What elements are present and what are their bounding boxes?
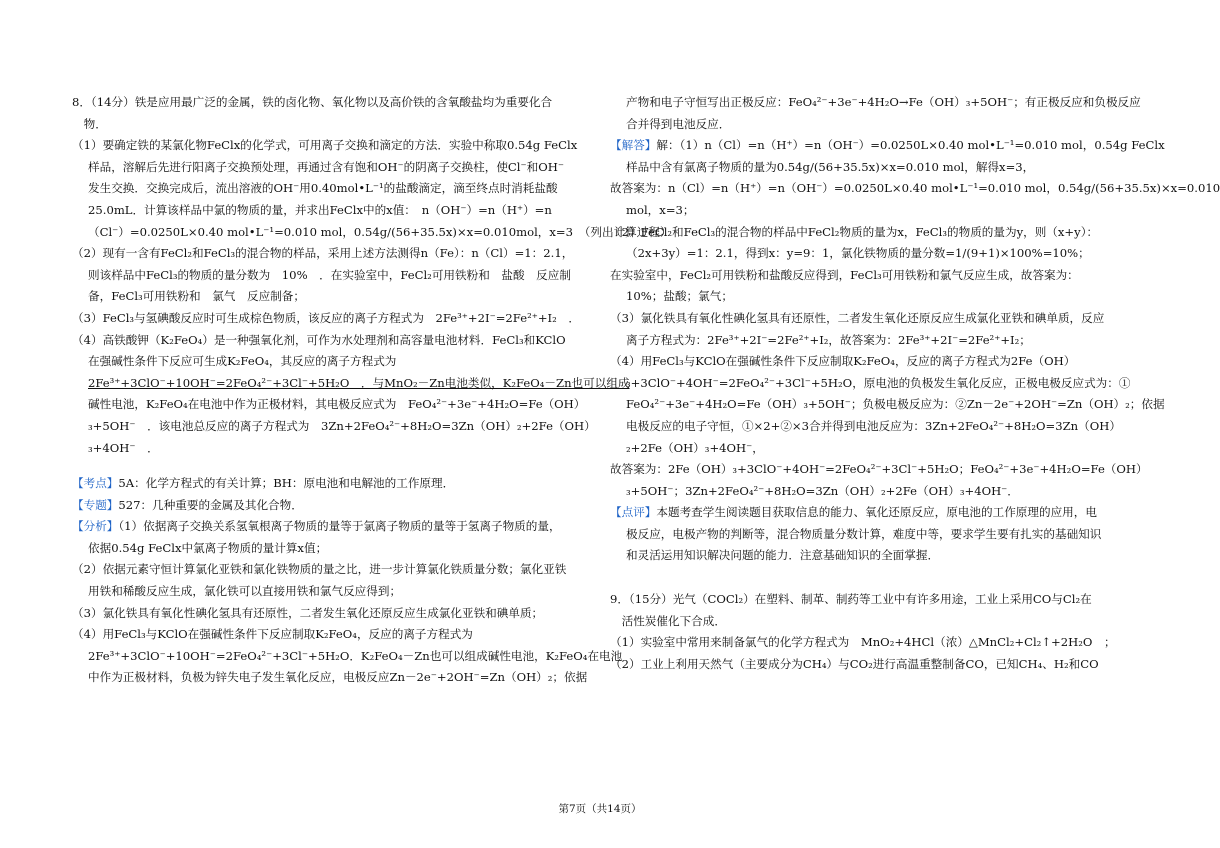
solution-line: FeO₄²⁻+3e⁻+4H₂O=Fe（OH）₃+5OH⁻；负极电极反应为：②Zn－2e⁻+2OH⁻=Zn（OH）₂；依据 (626, 397, 1165, 412)
q8-part4-answer: 2Fe³⁺+3ClO⁻+10OH⁻=2FeO₄²⁻+3Cl⁻+5H₂O ．与MnO₂－Zn电池类似，K₂FeO₄－Zn也可以组成 (88, 375, 630, 390)
solution-line: 故答案为：n（Cl）=n（H⁺）=n（OH⁻）=0.0250L×0.40 mol•L⁻¹=0.010 mol，0.54g/(56+35.5x)×x=0.010 (610, 181, 1220, 196)
analysis-line: （3）氯化铁具有氧化性碘化氢具有还原性，二者发生氧化还原反应生成氯化亚铁和碘单质； (72, 605, 544, 620)
fenxi-line (72, 516, 590, 538)
analysis-line: 2Fe³⁺+3ClO⁻+10OH⁻=2FeO₄²⁻+3Cl⁻+5H₂O．K₂FeO₄－Zn也可以组成碱性电池，K₂FeO₄在电池 (88, 648, 623, 663)
solution-line: ₃+3ClO⁻+4OH⁻=2FeO₄²⁻+3Cl⁻+5H₂O，原电池的负极发生氧化反应，正极电极反应式为：① (626, 375, 1131, 390)
question-8-stem: 8．（14分）铁是应用最广泛的金属，铁的卤化物、氧化物以及高价铁的含氧酸盐均为重要化合 (72, 95, 553, 109)
page-footer: 第7页（共14页） (558, 803, 642, 815)
kaodian-tag: 【考点】 (72, 476, 119, 491)
solution-line: 10%；盐酸；氯气； (626, 289, 733, 304)
q8-part2-line: （2）现有一含有FeCl₂和FeCl₃的混合物的样品，采用上述方法测得n（Fe）：n（Cl）=1：2.1， (72, 246, 574, 261)
jieda-tag: 【解答】 (610, 138, 657, 153)
zhuanti-line (72, 495, 590, 517)
q8-part4-line: 在强碱性条件下反应可生成K₂FeO₄，其反应的离子方程式为 (88, 354, 397, 369)
dianping-line (610, 502, 1128, 524)
question-9-stem-cont: 活性炭催化下合成． (610, 613, 726, 628)
question-9-stem: 9．（15分）光气（COCl₂）在塑料、制革、制药等工业中有许多用途，工业上采用CO与Cl₂在 (610, 592, 1092, 607)
fenxi-tag: 【分析】 (72, 519, 119, 534)
solution-line: （3）氯化铁具有氧化性碘化氢具有还原性，二者发生氧化还原反应生成氯化亚铁和碘单质，反应 (610, 310, 1105, 325)
comment-line: 极反应，电极产物的判断等，混合物质量分数计算，难度中等，要求学生要有扎实的基础知识 (626, 526, 1102, 541)
analysis-line: 合并得到电池反应． (626, 116, 731, 131)
solution-line: mol，x=3； (626, 202, 695, 217)
dianping-tag: 【点评】 (610, 505, 657, 520)
q8-part1-line: 25.0mL．计算该样品中氯的物质的量，并求出FeClx中的x值： n（OH⁻）=n（H⁺）=n (88, 202, 552, 217)
kaodian-line (72, 473, 590, 495)
q8-part1-answer: （Cl⁻）=0.0250L×0.40 mol•L⁻¹=0.010 mol，0.54g/(56+35.5x)×x=0.010mol，x=3 （列出计算过程） (88, 224, 672, 239)
q9-part2-line: （2）工业上利用天然气（主要成分为CH₄）与CO₂进行高温重整制备CO，已知CH₄、H₂和CO (610, 656, 1099, 671)
solution-line: （2x+3y）=1：2.1，得到x：y=9：1，氯化铁物质的量分数=1/(9+1)×100%=10%； (626, 246, 1090, 261)
analysis-line: 依据0.54g FeClx中氯离子物质的量计算x值； (88, 540, 328, 555)
solution-line: 样品中含有氯离子物质的量为0.54g/(56+35.5x)×x=0.010 mol，解得x=3， (626, 159, 1035, 174)
solution-line: 离子方程式为：2Fe³⁺+2I⁻=2Fe²⁺+I₂，故答案为：2Fe³⁺+2I⁻=2Fe²⁺+I₂； (626, 332, 1031, 347)
q8-part3-line: （3）FeCl₃与氢碘酸反应时可生成棕色物质，该反应的离子方程式为 2Fe³⁺+2I⁻=2Fe²⁺+I₂ ． (72, 310, 580, 325)
analysis-line: 用铁和稀酸反应生成，氯化铁可以直接用铁和氯气反应得到； (88, 584, 402, 599)
solution-line: （2）FeCl₂和FeCl₃的混合物的样品中FeCl₂物质的量为x，FeCl₃的物质的量为y，则（x+y）： (610, 224, 1099, 239)
q8-part1-line: 发生交换．交换完成后，流出溶液的OH⁻用0.40mol•L⁻¹的盐酸滴定，滴至终点时消耗盐酸 (88, 181, 558, 196)
jieda-line (610, 135, 1165, 157)
right-column (610, 92, 1220, 675)
analysis-line: （4）用FeCl₃与KClO在强碱性条件下反应制取K₂FeO₄，反应的离子方程式为 (72, 627, 473, 642)
q8-part4-line: （4）高铁酸钾（K₂FeO₄）是一种强氧化剂，可作为水处理剂和高容量电池材料．FeCl₃和KClO (72, 332, 566, 347)
q8-part4-line: 碱性电池，K₂FeO₄在电池中作为正极材料，其电极反应式为 FeO₄²⁻+3e⁻+4H₂O=Fe（OH） (88, 397, 586, 412)
zhuanti-text: 527：几种重要的金属及其化合物． (118, 497, 303, 512)
analysis-line: （2）依据元素守恒计算氯化亚铁和氯化铁物质的量之比，进一步计算氯化铁质量分数；氯化亚铁 (72, 562, 567, 577)
solution-line: ₂+2Fe（OH）₃+4OH⁻， (626, 440, 764, 455)
q8-part4-line: ₃+5OH⁻ ．该电池总反应的离子方程式为 3Zn+2FeO₄²⁻+8H₂O=3Zn（OH）₂+2Fe（OH） (88, 418, 596, 433)
solution-line: 在实验室中，FeCl₂可用铁粉和盐酸反应得到，FeCl₃可用铁粉和氯气反应生成，故答案为： (610, 267, 1079, 282)
solution-line: ₃+5OH⁻；3Zn+2FeO₄²⁻+8H₂O=3Zn（OH）₂+2Fe（OH）₃+4OH⁻． (626, 483, 1019, 498)
question-8-stem-cont: 物． (72, 116, 107, 131)
q8-part2-line: 备，FeCl₃可用铁粉和 氯气 反应制备； (88, 289, 305, 304)
dianping-text: 本题考查学生阅读题目获取信息的能力、氧化还原反应，原电池的工作原理的应用，电 (656, 505, 1097, 520)
analysis-line: 中作为正极材料，负极为锌失电子发生氧化反应，电极反应Zn－2e⁻+2OH⁻=Zn（OH）₂；依据 (88, 670, 588, 685)
q8-part1-line: 样品，溶解后先进行阳离子交换预处理，再通过含有饱和OH⁻的阴离子交换柱，使Cl⁻和OH⁻ (88, 159, 564, 174)
solution-line: 电极反应的电子守恒，①×2+②×3合并得到电池反应为：3Zn+2FeO₄²⁻+8H₂O=3Zn（OH） (626, 418, 1121, 433)
analysis-line: 产物和电子守恒写出正极反应：FeO₄²⁻+3e⁻+4H₂O→Fe（OH）₃+5OH⁻；有正极反应和负极反应 (626, 95, 1141, 109)
solution-line: 故答案为：2Fe（OH）₃+3ClO⁻+4OH⁻=2FeO₄²⁻+3Cl⁻+5H₂O；FeO₄²⁻+3e⁻+4H₂O=Fe（OH） (610, 462, 1148, 477)
q8-part1-line: （1）要确定铁的某氯化物FeClx的化学式，可用离子交换和滴定的方法．实验中称取0.54g FeClx (72, 138, 578, 153)
q9-part1-line: （1）实验室中常用来制备氯气的化学方程式为 MnO₂+4HCl（浓）△MnCl₂+Cl₂↑+2H₂O ； (610, 635, 1116, 650)
q8-part4-line: ₃+4OH⁻ ． (88, 440, 159, 455)
zhuanti-tag: 【专题】 (72, 497, 119, 512)
solution-line: （4）用FeCl₃与KClO在强碱性条件下反应制取K₂FeO₄，反应的离子方程式为2Fe（OH） (610, 354, 1076, 369)
comment-line: 和灵活运用知识解决问题的能力．注意基础知识的全面掌握． (626, 548, 940, 563)
q8-part2-line: 则该样品中FeCl₃的物质的量分数为 10% ．在实验室中，FeCl₂可用铁粉和 盐酸 反应制 (88, 267, 571, 282)
fenxi-text: （1）依据离子交换关系氢氧根离子物质的量等于氯离子物质的量等于氢离子物质的量， (118, 519, 561, 534)
jieda-text: 解：（1）n（Cl）=n（H⁺）=n（OH⁻）=0.0250L×0.40 mol•L⁻¹=0.010 mol，0.54g FeClx (656, 138, 1165, 153)
kaodian-text: 5A：化学方程式的有关计算；BH：原电池和电解池的工作原理． (118, 476, 455, 491)
